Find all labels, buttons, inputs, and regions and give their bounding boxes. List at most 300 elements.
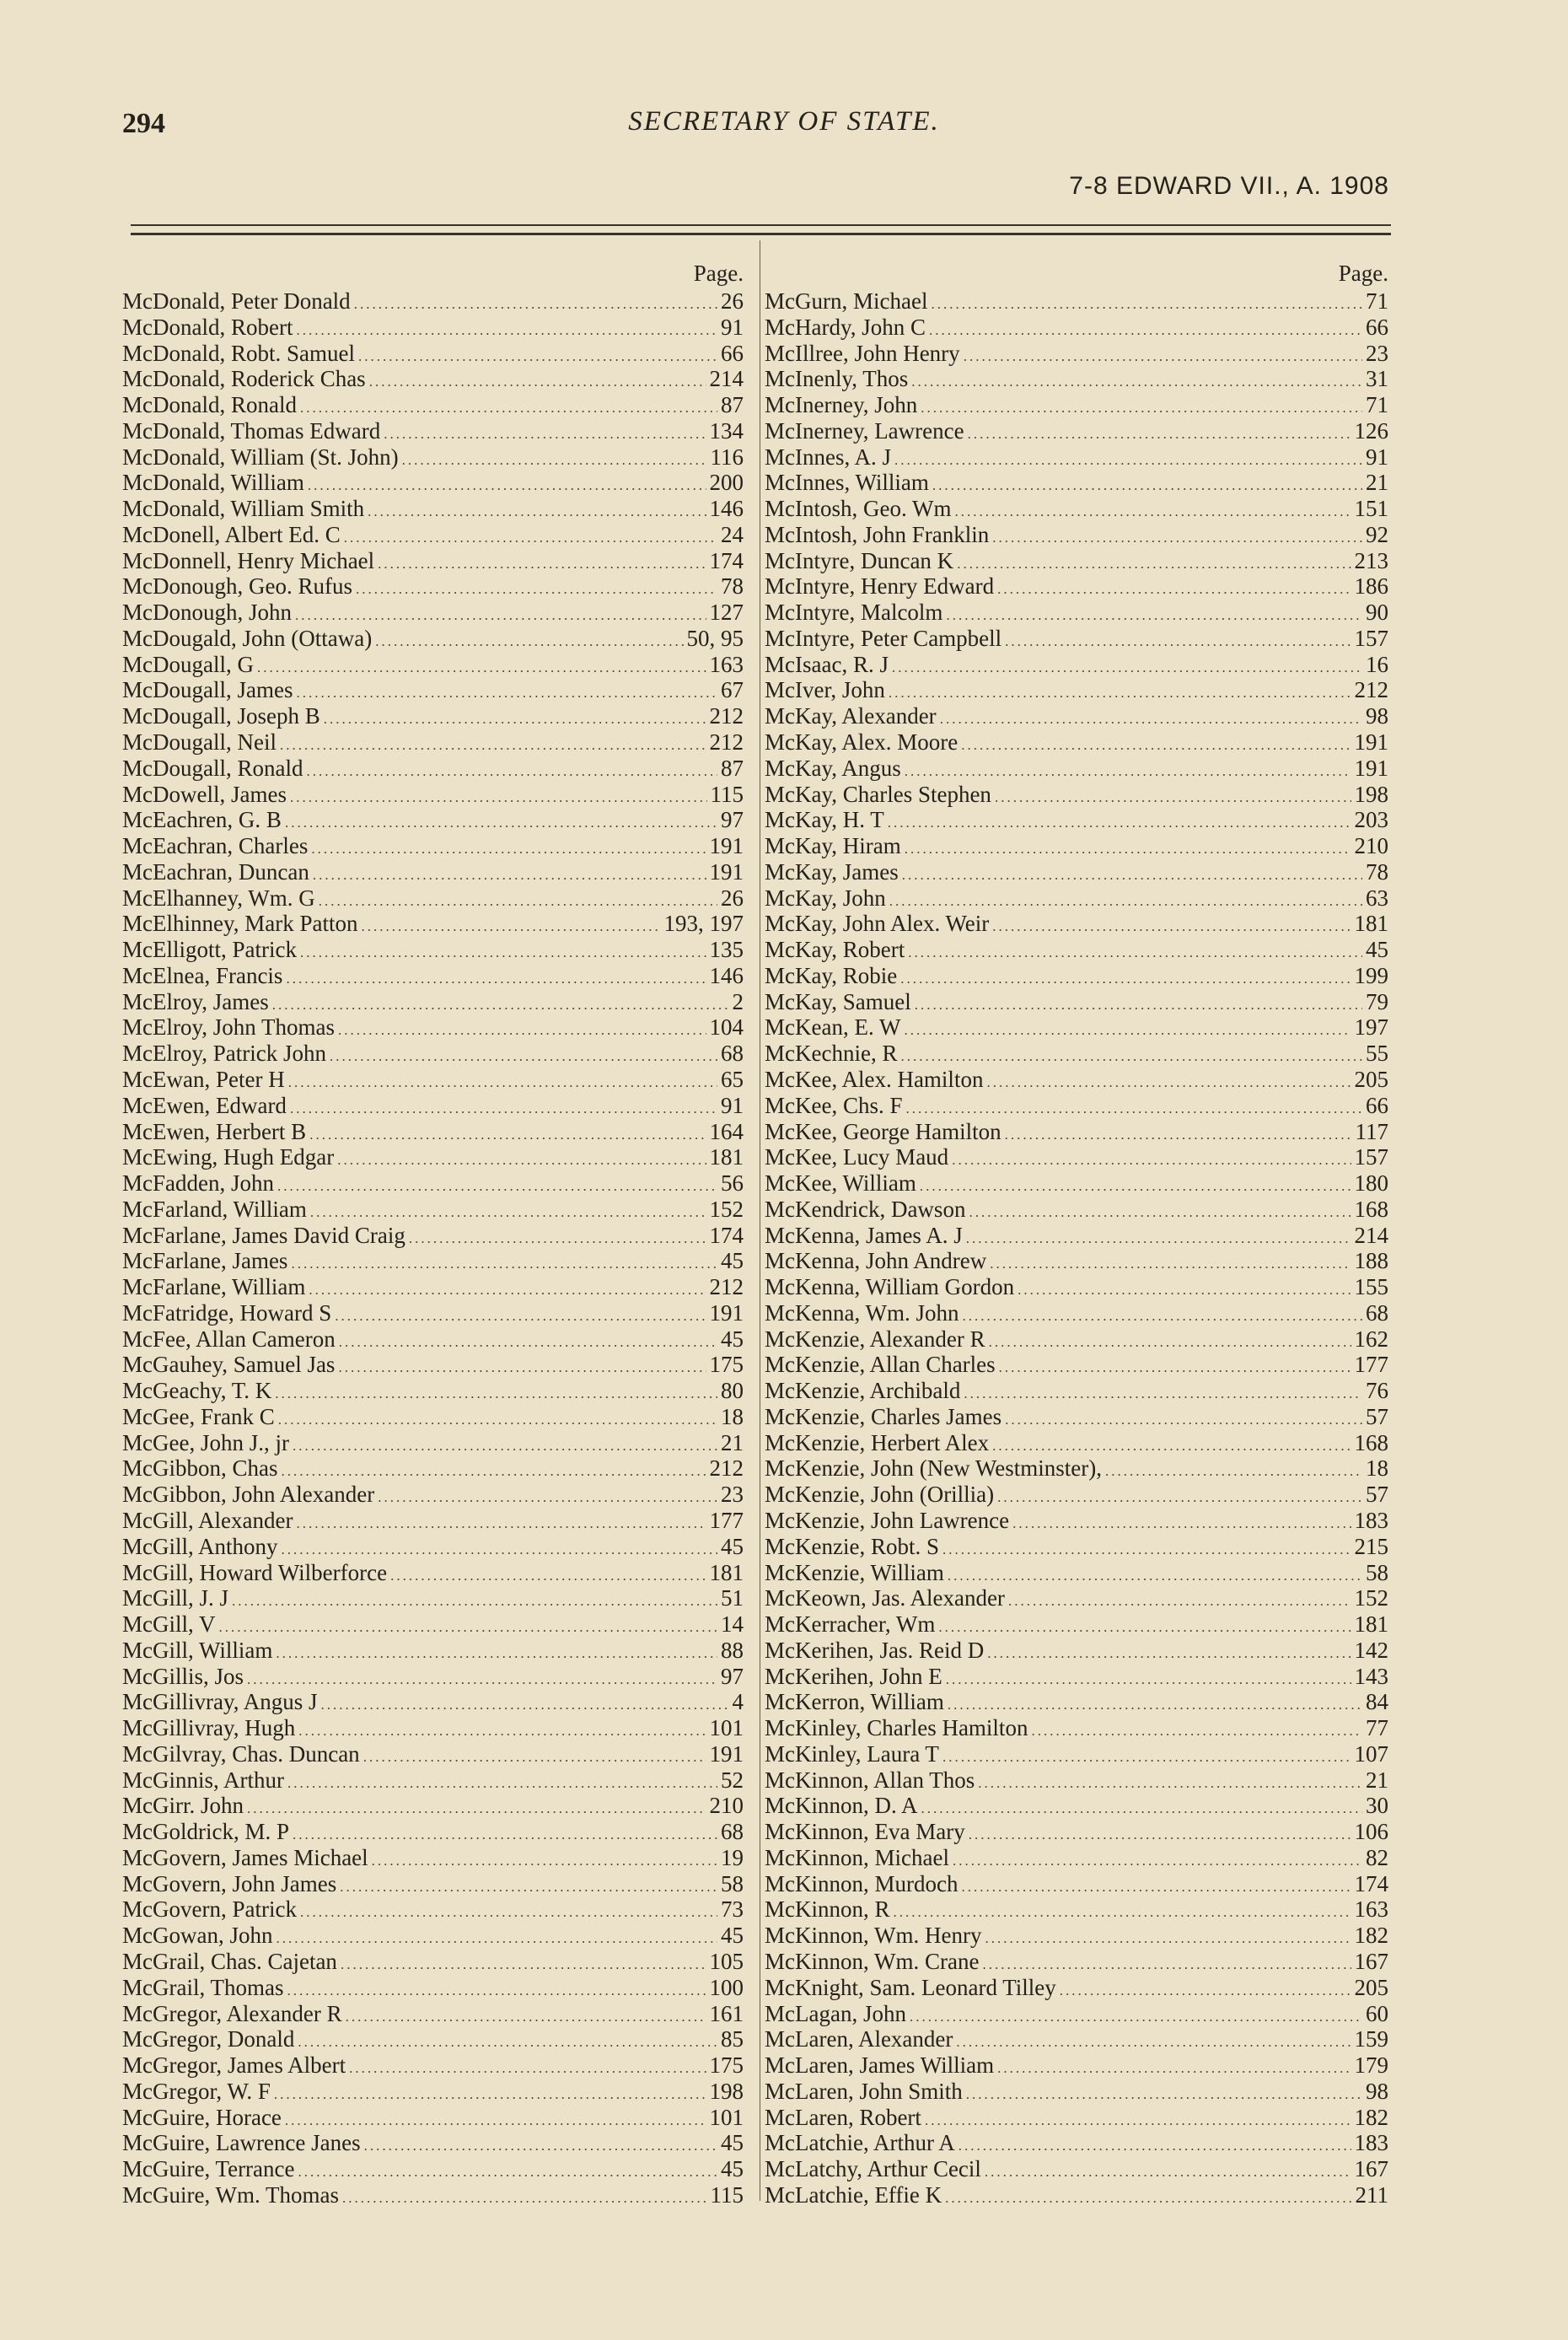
index-entry (765, 1741, 1388, 1767)
index-entry (122, 1664, 744, 1690)
entry-page: 181 (709, 1559, 744, 1585)
entry-page: 175 (709, 2052, 744, 2079)
entry-name: McLaren, James William (765, 2052, 995, 2079)
index-entry (122, 1689, 744, 1715)
dot-leader (368, 499, 706, 525)
entry-name: McDougall, Neil (122, 729, 277, 756)
dot-leader (319, 889, 717, 915)
index-entry (765, 1404, 1388, 1430)
entry-name: McLaren, Alexander (765, 2026, 953, 2052)
entry-name: McGibbon, John Alexander (122, 1482, 375, 1508)
entry-page: 135 (709, 937, 744, 963)
entry-name: McLaren, Robert (765, 2104, 921, 2130)
index-entry (122, 2001, 744, 2027)
index-entry (765, 1093, 1388, 1119)
entry-name: McKinnon, Michael (765, 1844, 949, 1870)
index-entry (765, 1975, 1388, 2001)
index-entry (765, 1430, 1388, 1456)
dot-leader (293, 1434, 717, 1460)
entry-name: McKenna, John Andrew (765, 1248, 987, 1274)
dot-leader (378, 551, 706, 578)
dot-leader (344, 525, 717, 551)
index-entry (122, 444, 744, 471)
index-entries (765, 288, 1388, 2208)
entry-page: 91 (721, 314, 744, 340)
entry-name: McKay, Alex. Moore (765, 729, 959, 756)
index-entry (765, 833, 1388, 859)
index-entry (122, 1300, 744, 1326)
entry-page: 104 (709, 1014, 744, 1041)
dot-leader (1018, 1278, 1351, 1304)
index-entry (765, 2052, 1388, 2079)
entry-page: 115 (710, 781, 744, 807)
entry-page: 66 (1366, 1092, 1388, 1118)
dot-leader (902, 863, 1362, 889)
dot-leader (1008, 1589, 1351, 1615)
dot-leader (409, 1226, 706, 1252)
entry-page: 117 (1355, 1118, 1388, 1144)
entry-page: 100 (709, 1974, 744, 2000)
entry-page: 71 (1366, 392, 1388, 418)
entry-name: McKenna, William Gordon (765, 1274, 1015, 1300)
dot-leader (940, 707, 1362, 733)
entry-page: 174 (709, 547, 744, 573)
entry-name: McKinley, Laura T (765, 1740, 939, 1767)
dot-leader (286, 966, 706, 992)
entry-page: 106 (1354, 1819, 1388, 1845)
entry-name: McKinnon, Murdoch (765, 1870, 959, 1896)
dot-leader (275, 1381, 717, 1407)
entry-page: 159 (1354, 2026, 1388, 2052)
index-entry (122, 1093, 744, 1119)
index-entry (765, 1871, 1388, 1897)
entry-page: 210 (709, 1793, 744, 1819)
index-entry (765, 470, 1388, 496)
dot-leader (309, 1278, 706, 1304)
index-entry (122, 1119, 744, 1145)
entry-page: 177 (1354, 1352, 1388, 1378)
entry-page: 45 (721, 1248, 744, 1274)
entry-page: 23 (1366, 340, 1388, 366)
entry-name: McKendrick, Dawson (765, 1196, 966, 1222)
dot-leader (276, 1926, 717, 1952)
index-entry (122, 470, 744, 496)
index-entry (765, 1326, 1388, 1353)
dot-leader (931, 292, 1362, 318)
index-entry (765, 2182, 1388, 2208)
index-entry (765, 444, 1388, 471)
entry-name: McKenzie, Charles James (765, 1403, 1002, 1429)
index-entry (765, 1508, 1388, 1534)
dot-leader (272, 992, 729, 1019)
index-entry (765, 1119, 1388, 1145)
index-entry (765, 2026, 1388, 2052)
entry-name: McKay, Charles Stephen (765, 781, 991, 807)
entry-name: McLatchie, Effie K (765, 2181, 942, 2208)
entry-name: McFadden, John (122, 1170, 274, 1197)
entry-name: McDonough, Geo. Rufus (122, 573, 352, 600)
index-entry (765, 1689, 1388, 1715)
entry-name: McElroy, John Thomas (122, 1014, 335, 1041)
entry-name: McIsaac, R. J (765, 651, 889, 677)
entry-page: 68 (1366, 1299, 1388, 1326)
index-entry (122, 1197, 744, 1223)
dot-leader (985, 2160, 1351, 2186)
index-entry (122, 1482, 744, 1508)
index-entry (122, 2105, 744, 2131)
index-entry (765, 1611, 1388, 1638)
entry-page: 203 (1354, 807, 1388, 833)
entry-page: 67 (721, 677, 744, 703)
entry-name: McGill, V (122, 1611, 216, 1638)
entry-name: McEwing, Hugh Edgar (122, 1144, 335, 1170)
dot-leader (952, 1148, 1351, 1174)
index-entry (122, 1871, 744, 1897)
entry-page: 174 (709, 1222, 744, 1248)
index-entry (122, 496, 744, 522)
index-entry (765, 1144, 1388, 1170)
entry-page: 163 (1354, 1896, 1388, 1923)
entry-page: 4 (732, 1689, 744, 1715)
entry-name: McKerihen, Jas. Reid D (765, 1637, 985, 1663)
index-entry (122, 548, 744, 574)
entry-name: McLagan, John (765, 2000, 906, 2026)
dot-leader (969, 1200, 1351, 1226)
entry-page: 73 (721, 1896, 744, 1923)
entry-name: McIntyre, Henry Edward (765, 573, 995, 600)
index-entry (122, 1014, 744, 1041)
index-entry (765, 315, 1388, 341)
dot-leader (324, 707, 706, 733)
dot-leader (978, 1771, 1362, 1797)
entry-name: McGregor, Donald (122, 2026, 295, 2052)
index-entry (765, 1197, 1388, 1223)
entry-name: McIntosh, John Franklin (765, 521, 990, 547)
dot-leader (986, 1070, 1351, 1096)
index-entry (122, 703, 744, 729)
index-entry (122, 2052, 744, 2079)
entry-page: 212 (709, 703, 744, 729)
dot-leader (335, 1304, 706, 1330)
entry-name: McKenzie, John (New Westminster), (765, 1455, 1102, 1482)
dot-leader (278, 1407, 717, 1434)
entry-page: 63 (1366, 885, 1388, 911)
entry-page: 87 (721, 755, 744, 781)
entry-name: McLaren, John Smith (765, 2078, 963, 2104)
entry-page: 18 (1366, 1455, 1388, 1482)
entry-name: McEwen, Edward (122, 1092, 287, 1118)
dot-leader (961, 1875, 1351, 1901)
entry-page: 2 (732, 988, 744, 1014)
dot-leader (910, 2004, 1362, 2031)
entry-name: McIntyre, Duncan K (765, 547, 954, 573)
entry-name: McGuire, Lawrence Janes (122, 2130, 361, 2156)
dot-leader (904, 1018, 1351, 1044)
dot-leader (953, 1848, 1362, 1875)
entry-name: McEachren, G. B (122, 807, 282, 833)
entry-name: McKay, John (765, 885, 886, 911)
entry-page: 21 (1366, 470, 1388, 496)
dot-leader (257, 655, 706, 681)
index-entry (765, 1715, 1388, 1741)
dot-leader (277, 1174, 717, 1200)
dot-leader (341, 1952, 706, 1978)
index-entry (765, 859, 1388, 885)
entry-name: McGee, John J., jr (122, 1429, 289, 1455)
dot-leader (938, 1615, 1351, 1641)
index-entry (765, 626, 1388, 652)
entry-page: 91 (721, 1092, 744, 1118)
dot-leader (378, 1485, 717, 1511)
index-entries (122, 288, 744, 2208)
entry-name: McGeachy, T. K (122, 1378, 272, 1404)
entry-name: McFarland, William (122, 1196, 307, 1222)
dot-leader (900, 966, 1351, 992)
entry-page: 45 (721, 1923, 744, 1949)
index-entry (765, 1845, 1388, 1871)
entry-name: McElnea, Francis (122, 962, 283, 988)
entry-name: McKay, Hiram (765, 833, 901, 859)
entry-name: McGrail, Thomas (122, 1974, 284, 2000)
entry-name: McGill, Alexander (122, 1507, 293, 1533)
entry-page: 174 (1354, 1870, 1388, 1896)
index-entry (765, 2130, 1388, 2156)
dot-leader (300, 1900, 717, 1926)
index-entry (765, 573, 1388, 600)
dot-leader (290, 785, 707, 811)
dot-leader (296, 680, 717, 707)
entry-name: McDonough, John (122, 600, 292, 626)
entry-name: McKenzie, John (Orillia) (765, 1482, 995, 1508)
dot-leader (288, 1070, 717, 1096)
index-entry (765, 963, 1388, 989)
entry-page: 198 (1354, 781, 1388, 807)
entry-page: 51 (721, 1585, 744, 1611)
entry-page: 188 (1354, 1248, 1388, 1274)
entry-name: McElroy, James (122, 988, 269, 1014)
page-number: 294 (122, 108, 165, 139)
entry-page: 146 (709, 962, 744, 988)
index-entry (765, 1664, 1388, 1690)
index-entry (765, 703, 1388, 729)
entry-name: McInenly, Thos (765, 366, 909, 392)
entry-name: McGregor, James Albert (122, 2052, 346, 2079)
entry-page: 45 (721, 1326, 744, 1352)
index-entry (765, 807, 1388, 833)
entry-name: McEwan, Peter H (122, 1066, 285, 1092)
dot-leader (358, 344, 717, 370)
entry-name: McIntosh, Geo. Wm (765, 496, 952, 522)
entry-page: 57 (1366, 1482, 1388, 1508)
dot-leader (313, 863, 706, 889)
index-entry (122, 885, 744, 912)
entry-page: 30 (1366, 1793, 1388, 1819)
header-rule-thick (131, 233, 1391, 235)
index-entry (122, 1560, 744, 1586)
entry-page: 107 (1354, 1740, 1388, 1767)
entry-page: 152 (1354, 1585, 1388, 1611)
entry-name: McGregor, W. F (122, 2078, 271, 2104)
dot-leader (969, 1822, 1351, 1848)
entry-page: 193, 197 (663, 911, 744, 937)
index-entry (122, 1845, 744, 1871)
dot-leader (290, 1096, 717, 1122)
entry-page: 210 (1354, 833, 1388, 859)
index-entry (122, 573, 744, 600)
entry-name: McKay, John Alex. Weir (765, 911, 990, 937)
index-entry (122, 1248, 744, 1274)
index-entry (122, 1767, 744, 1794)
entry-page: 157 (1354, 625, 1388, 651)
dot-leader (298, 2030, 717, 2056)
entry-page: 21 (721, 1429, 744, 1455)
entry-page: 167 (1354, 1949, 1388, 1974)
dot-leader (999, 1355, 1351, 1381)
index-entry (765, 1248, 1388, 1274)
index-entry (122, 626, 744, 652)
entry-page: 186 (1354, 573, 1388, 600)
entry-name: McIllree, John Henry (765, 340, 960, 366)
entry-name: McGill, J. J (122, 1585, 229, 1611)
dot-leader (942, 1537, 1351, 1563)
dot-leader (372, 1848, 717, 1875)
entry-name: McKee, Chs. F (765, 1092, 903, 1118)
entry-page: 76 (1366, 1378, 1388, 1404)
entry-page: 191 (1354, 729, 1388, 756)
entry-name: McKee, George Hamilton (765, 1118, 1001, 1144)
entry-page: 212 (1354, 677, 1388, 703)
dot-leader (369, 369, 706, 395)
index-entry (122, 859, 744, 885)
index-entry (122, 1923, 744, 1949)
index-entry (122, 1534, 744, 1560)
entry-page: 191 (709, 1299, 744, 1326)
page-heading: Page. (693, 261, 744, 286)
entry-page: 101 (709, 2104, 744, 2130)
entry-name: McFarlane, James David Craig (122, 1222, 405, 1248)
entry-page: 181 (1354, 1611, 1388, 1638)
entry-page: 155 (1354, 1274, 1388, 1300)
index-entry (122, 782, 744, 808)
entry-page: 79 (1366, 988, 1388, 1014)
dot-leader (232, 1589, 717, 1615)
entry-page: 87 (721, 392, 744, 418)
dot-leader (346, 2004, 706, 2031)
entry-page: 58 (1366, 1559, 1388, 1585)
dot-leader (296, 318, 717, 344)
entry-page: 214 (709, 366, 744, 392)
dot-leader (338, 1018, 706, 1044)
index-entry (122, 1715, 744, 1741)
entry-page: 157 (1354, 1144, 1388, 1170)
index-entry (765, 1352, 1388, 1378)
entry-name: McKeown, Jas. Alexander (765, 1585, 1005, 1611)
entry-page: 199 (1354, 962, 1388, 988)
entry-page: 45 (721, 1533, 744, 1559)
entry-name: McKinnon, Wm. Henry (765, 1923, 982, 1949)
dot-leader (954, 499, 1351, 525)
index-entry (765, 1560, 1388, 1586)
index-entry (122, 807, 744, 833)
index-entry (765, 392, 1388, 418)
index-entry (122, 2156, 744, 2182)
index-entry (765, 366, 1388, 392)
index-entry (765, 652, 1388, 678)
entry-name: McKechnie, R (765, 1041, 898, 1067)
index-entry (765, 1793, 1388, 1819)
entry-page: 200 (709, 470, 744, 496)
entry-name: McDonald, William (122, 470, 304, 496)
index-entry (765, 1923, 1388, 1949)
dot-leader (337, 1148, 706, 1174)
index-entry (765, 496, 1388, 522)
entry-page: 212 (709, 729, 744, 756)
dot-leader (905, 836, 1351, 863)
entry-name: McKenna, Wm. John (765, 1299, 959, 1326)
entry-name: McGillis, Jos (122, 1663, 244, 1689)
entry-page: 115 (710, 2181, 744, 2208)
dot-leader (1005, 629, 1351, 655)
dot-leader (349, 2056, 706, 2082)
entry-page: 57 (1366, 1403, 1388, 1429)
entry-page: 97 (721, 807, 744, 833)
index-entry (765, 2105, 1388, 2131)
entry-page: 91 (1366, 444, 1388, 470)
entry-page: 183 (1354, 1507, 1388, 1533)
entry-page: 78 (721, 573, 744, 600)
dot-leader (361, 914, 660, 940)
dot-leader (997, 1485, 1362, 1511)
index-entry (765, 1170, 1388, 1197)
dot-leader (957, 551, 1351, 578)
entry-name: McInerney, Lawrence (765, 417, 964, 444)
entry-name: McGinnis, Arthur (122, 1767, 284, 1793)
entry-page: 182 (1354, 1923, 1388, 1949)
entry-page: 84 (1366, 1689, 1388, 1715)
entry-name: McGillivray, Hugh (122, 1715, 296, 1741)
dot-leader (285, 810, 717, 836)
dot-leader (309, 1122, 706, 1148)
index-entry (122, 911, 744, 937)
entry-page: 24 (721, 521, 744, 547)
index-entry (765, 2156, 1388, 2182)
entry-name: McKay, James (765, 858, 899, 885)
index-entry (122, 1041, 744, 1067)
entry-name: McGregor, Alexander R (122, 2000, 342, 2026)
entry-name: McGill, William (122, 1637, 273, 1663)
dot-leader (300, 940, 706, 966)
entry-name: McKean, E. W (765, 1014, 901, 1041)
dot-leader (946, 603, 1362, 629)
entry-page: 56 (721, 1170, 744, 1197)
dot-leader (987, 1641, 1351, 1667)
entry-name: McKerron, William (765, 1689, 944, 1715)
dot-leader (948, 1563, 1362, 1590)
index-entry (122, 1508, 744, 1534)
entry-name: McKay, Alexander (765, 703, 937, 729)
dot-leader (997, 2056, 1351, 2082)
dot-leader (966, 2082, 1362, 2108)
entry-page: 134 (709, 417, 744, 444)
entry-page: 180 (1354, 1170, 1388, 1197)
entry-page: 45 (721, 2130, 744, 2156)
entry-page: 50, 95 (686, 625, 744, 651)
entry-page: 71 (1366, 288, 1388, 314)
entry-name: McKay, H. T (765, 807, 884, 833)
index-entry (122, 2182, 744, 2208)
index-entry (122, 1274, 744, 1300)
entry-page: 177 (709, 1507, 744, 1533)
